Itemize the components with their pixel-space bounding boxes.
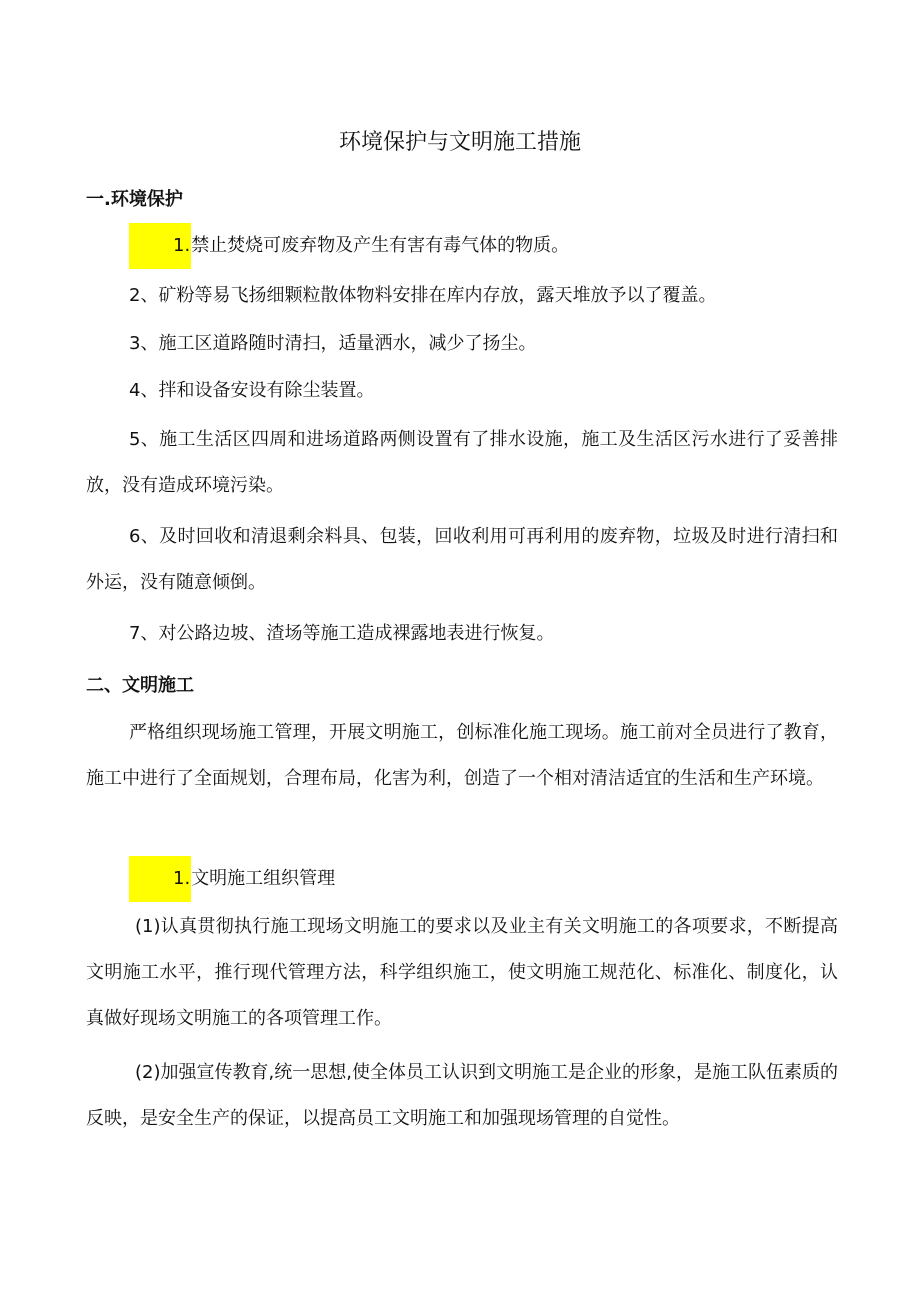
env-item-1-text: 禁止焚烧可废弃物及产生有害有毒气体的物质。: [191, 235, 570, 256]
civilized-sub-1-text: 文明施工组织管理: [191, 868, 336, 889]
civilized-point-1: (1)认真贯彻执行施工现场文明施工的要求以及业主有关文明施工的各项要求，不断提高文明施工水平，推行现代管理方法，科学组织施工，使文明施工规范化、标准化、制度化，认真做好现场文明施工的各项管理工作。: [86, 916, 838, 1029]
civilized-intro: 严格组织现场施工管理，开展文明施工，创标准化施工现场。施工前对全员进行了教育，施工中进行了全面规划，合理布局，化害为利，创造了一个相对清洁适宜的生活和生产环境。: [86, 722, 838, 789]
highlighted-number: 1.: [129, 223, 191, 269]
env-item-6: 6、及时回收和清退剩余料具、包装，回收利用可再利用的废弃物，垃圾及时进行清扫和外运，没有随意倾倒。: [86, 526, 838, 593]
env-item-7: 7、对公路边坡、渣场等施工造成裸露地表进行恢复。: [129, 623, 555, 644]
env-item-4: 4、拌和设备安设有除尘装置。: [129, 380, 375, 401]
document-title: 环境保护与文明施工措施: [338, 130, 581, 155]
civilized-point-2: (2)加强宣传教育,统一思想,使全体员工认识到文明施工是企业的形象，是施工队伍素质的反映，是安全生产的保证，以提高员工文明施工和加强现场管理的自觉性。: [86, 1062, 838, 1129]
env-item-3: 3、施工区道路随时清扫，适量洒水，减少了扬尘。: [129, 333, 537, 354]
civilized-sub-1: [86, 856, 838, 902]
env-item-5: 5、施工生活区四周和进场道路两侧设置有了排水设施，施工及生活区污水进行了妥善排放，没有造成环境污染。: [86, 429, 838, 496]
env-item-1: [86, 223, 838, 269]
section-heading-environment: 一.环境保护: [86, 189, 183, 210]
highlighted-number: 1.: [129, 856, 191, 902]
env-item-2: 2、矿粉等易飞扬细颗粒散体物料安排在库内存放，露天堆放予以了覆盖。: [129, 285, 717, 306]
section-heading-civilized-construction: 二、文明施工: [86, 675, 194, 696]
